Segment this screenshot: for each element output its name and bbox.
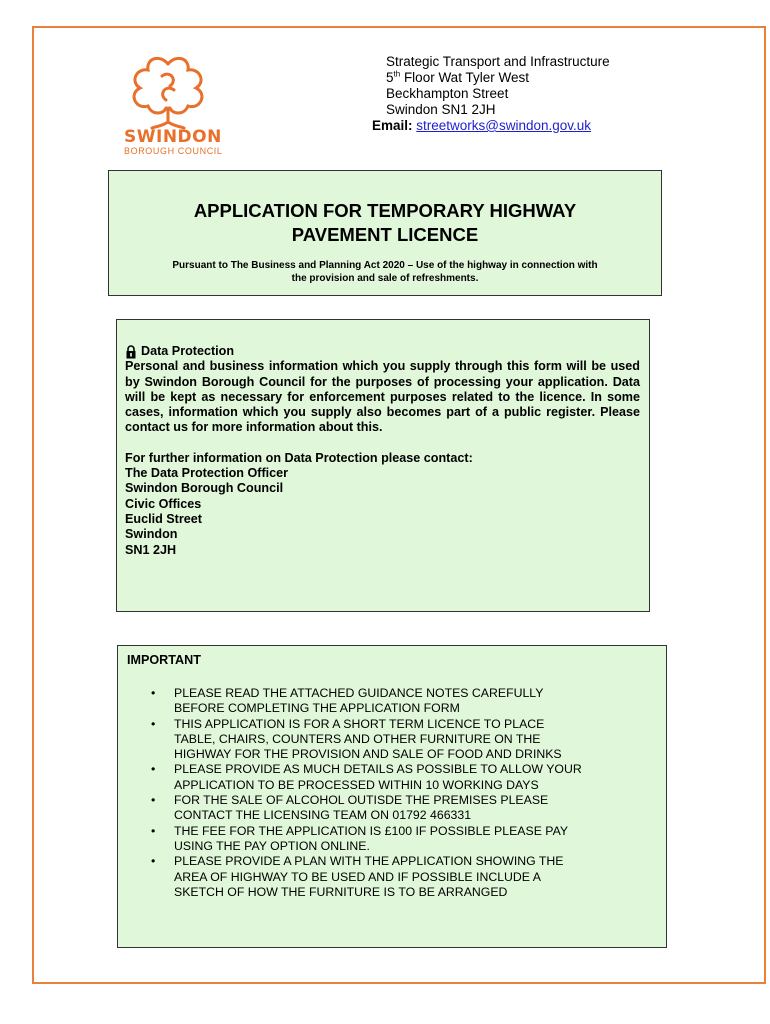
important-box (117, 645, 667, 948)
address-line: Beckhampton Street (386, 86, 509, 101)
form-title: APPLICATION FOR TEMPORARY HIGHWAY PAVEMENT LICENCE (193, 200, 577, 245)
address-line: Swindon SN1 2JH (386, 102, 496, 117)
contact-line: Civic Offices (125, 496, 202, 511)
contact-intro: For further information on Data Protection please contact: (125, 450, 473, 465)
logo-subtitle: BOROUGH COUNCIL (124, 146, 223, 156)
list-item: • PLEASE PROVIDE AS MUCH DETAILS AS POSSIBLE TO ALLOW YOUR APPLICATION TO BE PROCESSED WITHIN 10 WORKING DAYS (127, 762, 656, 793)
contact-line: Swindon Borough Council (125, 481, 284, 496)
email-link[interactable]: streetworks@swindon.gov.uk (416, 118, 592, 133)
address-block (372, 54, 610, 134)
logo-name: SWINDON (124, 127, 222, 147)
list-item: • THIS APPLICATION IS FOR A SHORT TERM LICENCE TO PLACE TABLE, CHAIRS, COUNTERS AND OTHER FURNITURE ON THE HIGHWAY FOR THE PROVISION AND SALE OF FOOD AND DRINKS (127, 717, 656, 763)
pursuant-text: Pursuant to The Business and Planning Act 2020 – Use of the highway in connection with the provision and sale of refreshments. (172, 260, 598, 284)
list-item: • PLEASE READ THE ATTACHED GUIDANCE NOTES CAREFULLY BEFORE COMPLETING THE APPLICATION FORM (127, 686, 656, 717)
email-line (372, 118, 610, 134)
list-item: • FOR THE SALE OF ALCOHOL OUTISDE THE PREMISES PLEASE CONTACT THE LICENSING TEAM ON 01792 466331 (127, 793, 656, 824)
contact-line: The Data Protection Officer (125, 466, 289, 481)
lock-icon (125, 345, 137, 359)
contact-line: Euclid Street (125, 511, 202, 526)
address-line: 5th Floor Wat Tyler West (386, 69, 529, 85)
list-item: • THE FEE FOR THE APPLICATION IS £100 IF POSSIBLE PLEASE PAY USING THE PAY OPTION ONLINE. (127, 824, 656, 855)
address-line: Strategic Transport and Infrastructure (386, 54, 610, 69)
logo-wordmark (124, 128, 224, 157)
title-box (108, 170, 662, 296)
important-list (127, 686, 656, 900)
contact-line: Swindon (125, 527, 178, 542)
data-protection-body: Personal and business information which you supply through this form will be used by Swindon Borough Council for the purposes of processing your application. Data will be kept as necessary for enforcement purposes related to the licence. In some cases, information which you supply also becomes part of a public register. Please contact us for more information about this. (125, 359, 640, 435)
email-label: Email: (372, 118, 417, 133)
contact-line: SN1 2JH (125, 542, 177, 557)
important-title: IMPORTANT (127, 653, 201, 667)
list-item: • PLEASE PROVIDE A PLAN WITH THE APPLICATION SHOWING THE AREA OF HIGHWAY TO BE USED AND IF POSSIBLE INCLUDE A SKETCH OF HOW THE FURNITURE IS TO BE ARRANGED (127, 854, 656, 900)
data-protection-heading: Data Protection (125, 344, 640, 359)
data-protection-box (116, 319, 650, 612)
